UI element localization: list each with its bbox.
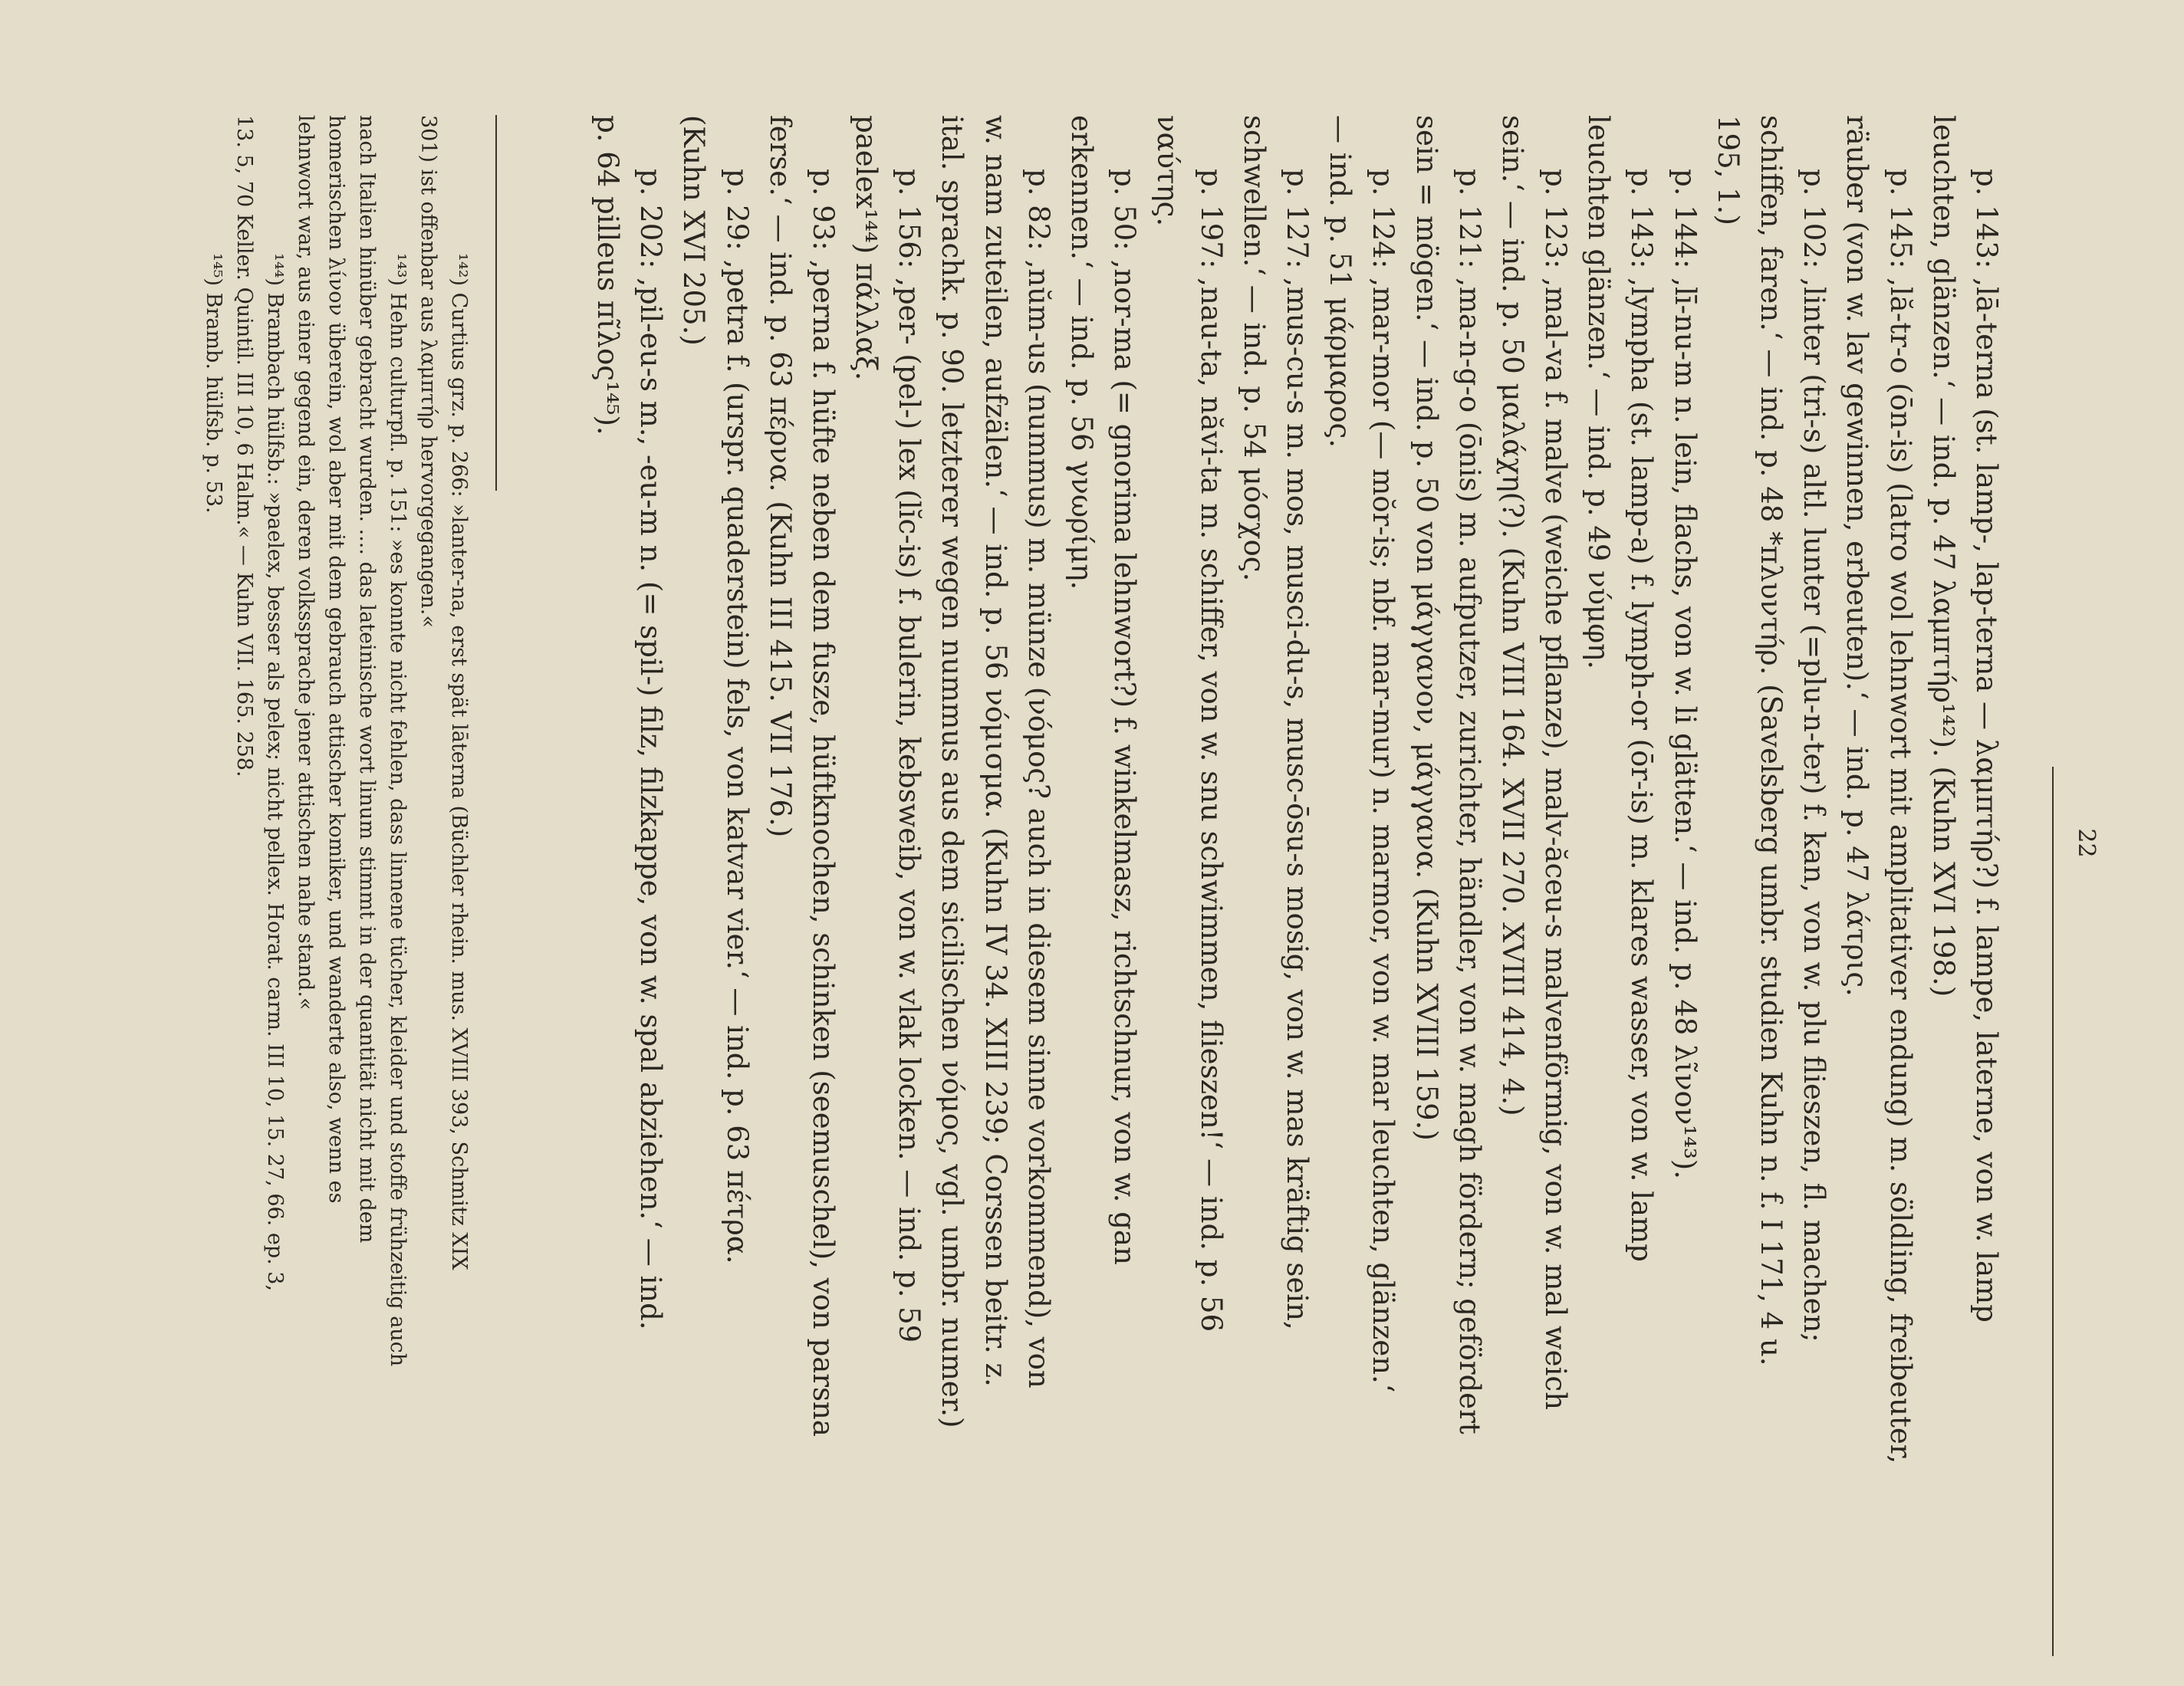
footnote-line: lehnwort war, aus einer gegend ein, deren volkssprache jener attischen nahe stand.« — [294, 115, 317, 1011]
text-line: leuchten glänzen.‘ — ind. p. 49 νύμφη. — [1582, 115, 1616, 669]
text-line: p. 82: ‚nŭm-us (nummus) m. münze (νόμος? auch in diesem sinne vorkommend), von — [1021, 169, 1055, 1389]
footnote-line: nach Italien hinüber gebracht wurden. .... das lateinische wort linum stimmt in der quantität nicht mit dem — [355, 115, 379, 1244]
text-line: paelex¹⁴⁴) πάλλαξ. — [850, 115, 883, 381]
text-line: p. 64 pilleus πῖλος¹⁴⁵). — [591, 115, 624, 435]
text-line: p. 197: ‚nau-ta, năvi-ta m. schiffer, von w. snu schwimmen, flieszen!‘ — ind. p. 56 — [1194, 169, 1228, 1332]
text-line: erkennen.‘ — ind. p. 56 γνωρίμη. — [1065, 115, 1099, 590]
text-line: p. 156: ‚per- (pel-) lex (lĭc-is) f. bulerin, kebsweib, von w. vlak locken. — ind. p. 59 — [893, 169, 926, 1343]
text-line: p. 102: ‚linter (tri-s) altl. lunter (=plu-n-ter) f. kan, von w. plu flieszen, fl. machen; — [1798, 169, 1831, 1343]
text-line: p. 29: ‚petra f. (urspr. quaderstein) fels, von katvar vier.‘ — ind. p. 63 πέτρα. — [720, 169, 754, 1264]
page-number: 22 — [2073, 828, 2100, 858]
text-line: p. 143: ‚lympha (st. lamp-a) f. lymph-or (ōr-is) m. klares wasser, von w. lamp — [1625, 169, 1659, 1262]
footnote-line: ¹⁴⁵) Bramb. hülfsb. p. 53. — [202, 253, 225, 514]
text-line: w. nam zuteilen, aufzälen.‘ — ind. p. 56 νόμισμα. (Kuhn IV 34. XIII 239; Corssen beitr. z. — [979, 115, 1012, 1387]
text-line: ital. sprachk. p. 90. letzterer wegen nummus aus dem sicilischen νόμος, vgl. umbr. numer.) — [936, 115, 969, 1428]
text-line: sein.‘ — ind. p. 50 μαλάχη(?). (Kuhn VIII 164. XVII 270. XVIII 414, 4.) — [1495, 115, 1529, 1116]
text-line: sein = mögen.‘ — ind. p. 50 von μάγγανον, μάγγανα. (Kuhn XVIII 159.) — [1409, 115, 1443, 1141]
text-line: p. 50: ‚nor-ma (= gnorima lehnwort?) f. winkelmasz, richtschnur, von w. gan — [1108, 169, 1142, 1265]
footnote-rule — [495, 115, 497, 491]
footnote-line: ¹⁴⁴) Brambach hülfsb.: »paelex, besser als pelex; nicht pellex. Horat. carm. III 10, 15. 27, 66. ep. 3, — [263, 253, 287, 1292]
text-line: 195, 1.) — [1711, 115, 1745, 225]
header-rule — [2052, 767, 2054, 1656]
footnotes — [198, 115, 474, 1664]
text-line: p. 127: ‚mus-cu-s m. mos, musci-du-s, musc-ōsu-s mosig, von w. mas kräftig sein, — [1281, 169, 1314, 1330]
text-line: p. 144: ‚lī-nu-m n. lein, flachs, von w. li glätten.‘ — ind. p. 48 λῖνον¹⁴³). — [1668, 169, 1702, 1179]
text-line: p. 124: ‚mar-mor (— mŏr-is; nbf. mar-mur) n. marmor, von w. mar leuchten, glänzen.‘ — [1367, 169, 1400, 1393]
text-line: p. 202: ‚pil-eu-s m., -eu-m n. (= spil-) filz, filzkappe, von w. spal abziehen.‘ — ind. — [634, 169, 668, 1330]
text-line: p. 143: ‚lā-terna (st. lamp-, lap-terna — λαμπτήρ?) f. lampe, laterne, von w. lamp — [1970, 169, 2003, 1323]
footnote-line: ¹⁴³) Hehn culturpfl. p. 151: »es konnte nicht fehlen, dass linnene tücher, kleider und stoffe frühzeitig auch — [386, 253, 410, 1367]
text-line: ferse.‘ — ind. p. 63 πέρνα. (Kuhn III 415. VII 176.) — [763, 115, 797, 838]
text-line: p. 93: ‚perna f. hüfte neben dem fusze, hüftknochen, schinken (seemuschel), von parsna — [806, 169, 840, 1437]
text-line: ναύτης. — [1151, 115, 1185, 227]
footnote-line: 301) ist offenbar aus λαμπτήρ hervorgegangen.« — [416, 115, 440, 628]
text-line: — ind. p. 51 μάρμαρος. — [1324, 115, 1357, 449]
footnote-line: homerischen λίνον überein, wol aber mit dem gebrauch attischer komiker, und wanderte also, wenn es — [324, 115, 348, 1204]
text-line: räuber (von w. lav gewinnen, erbeuten).‘ — ind. p. 47 λάτρις. — [1840, 115, 1874, 997]
text-line: schwellen.‘ — ind. p. 54 μόσχος. — [1237, 115, 1271, 582]
text-line: p. 121: ‚ma-n-g-o (ōnis) m. aufputzer, zurichter, händler, von w. magh fördern; gefördert — [1452, 169, 1486, 1435]
text-line: p. 123: ‚mal-va f. malve (weiche pflanze), malv-ăceu-s malvenförmig, von w. mal weich — [1539, 169, 1573, 1410]
footnote-line: 13. 5, 70 Keller. Quintil. III 10, 6 Halm.« — Kuhn VII. 165. 258. — [232, 115, 256, 777]
footnote-line: ¹⁴²) Curtius grz. p. 266: »lanter-na, erst spät lāterna (Büchler rhein. mus. XVIII 393, Schmitz XIX — [447, 253, 471, 1270]
text-line: (Kuhn XVI 205.) — [677, 115, 711, 346]
main-text — [586, 115, 2008, 1664]
text-line: schiffen, faren.‘ — ind. p. 48 *πλυντήρ. (Savelsberg umbr. studien Kuhn n. f. I 171, 4 u. — [1755, 115, 1788, 1366]
text-line: leuchten, glänzen.‘ — ind. p. 47 λαμπτήρ¹⁴²). (Kuhn XVI 198.) — [1926, 115, 1960, 997]
text-line: p. 145: ‚lă-tr-o (ōn-is) (latro wol lehnwort mit amplitativer endung) m. söldling, freibeuter, — [1883, 169, 1917, 1464]
